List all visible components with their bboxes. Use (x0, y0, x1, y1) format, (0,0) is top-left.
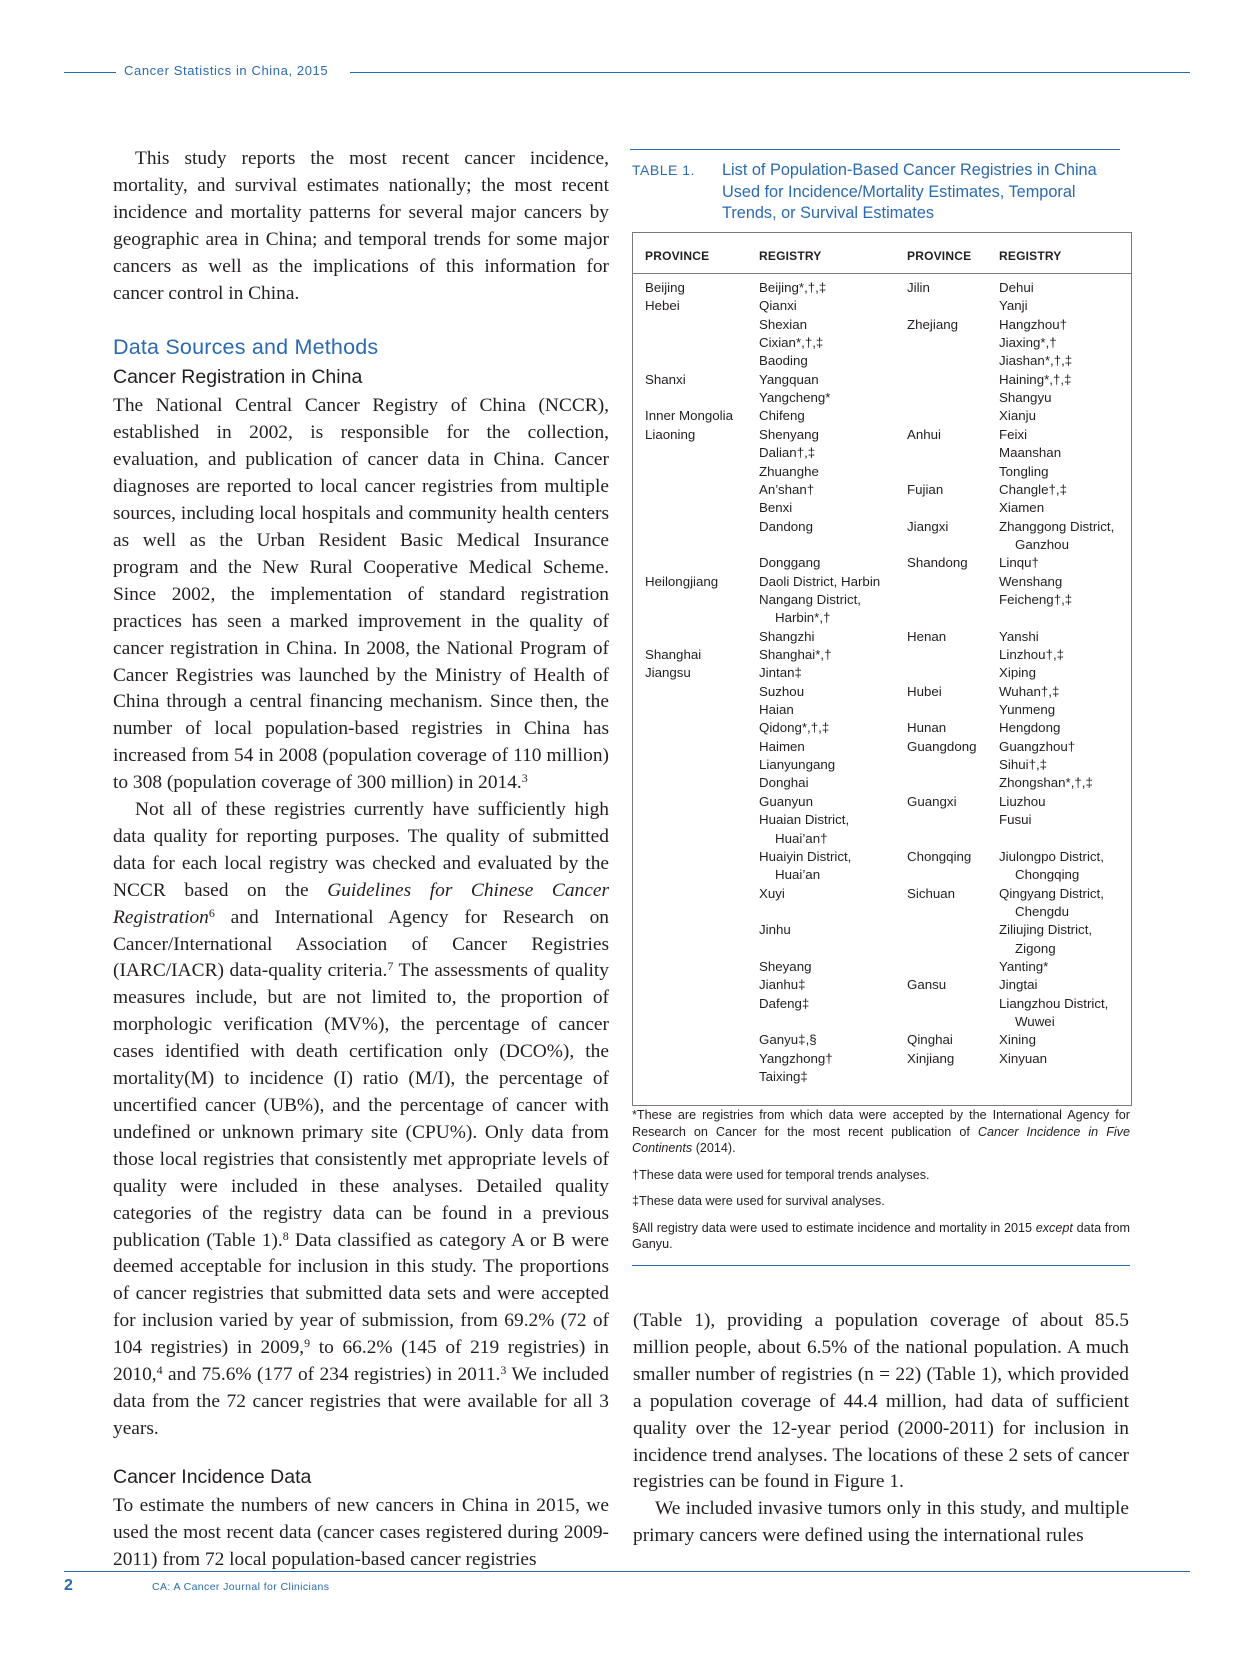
quality-paragraph: Not all of these registries currently have sufficiently high data quality for reporting purposes. The quality of submitted data for each local registry was checked and evaluated by the NCCR based on the Guidelines for Chinese Cancer Registration$^6$ and International Agency for Research on Cancer/International Association of Cancer Registries (IARC/IACR) data-quality criteria.$^7$ The assessments of quality measures include, but are not limited to, the proportion of morphologic verification (MV%), the percentage of cancer cases identified with death certification only (DCO%), the mortality(M) to incidence (I) ratio (M/I), the percentage of uncertified cancer (UB%), and the percentage of cancer with undefined or unknown primary site (CPU%). Only data from those local registries that consistently met appropriate levels of quality were included in these analyses. Detailed quality categories of the registry data can be found in a previous publication (Table 1).$^8$ Data classified as category A or B were deemed acceptable for inclusion in this study. The proportions of cancer registries that submitted data sets and were accepted for inclusion varied by year of submission, from 69.2% (72 of 104 registries) in 2009,$^9$ to 66.2% (145 of 219 registries) in 2010,$^4$ and 75.6% (177 of 234 registries) in 2011.$^3$ We included data from the 72 cancer registries that were available for all 3 years. (113, 799, 609, 1439)
province-cell: Qinghai (907, 1032, 953, 1048)
registry-cell: Qidong*,†,‡ (759, 720, 830, 736)
table-header-rule (633, 273, 1131, 274)
province-cell: Shanxi (645, 371, 686, 387)
registry-cell: Jingtai (999, 977, 1038, 993)
registry-cell: Shangyu (999, 390, 1052, 406)
registry-cell: Yangzhong† (759, 1050, 833, 1066)
registry-cell: Chengdu (1015, 903, 1069, 919)
registry-cell: Linqu† (999, 555, 1039, 571)
registry-cell: Yanting* (999, 958, 1049, 974)
province-cell: Hebei (645, 298, 680, 314)
footnote-section: §All registry data were used to estimate incidence and mortality in 2015 except data from Ganyu. (632, 1220, 1130, 1251)
registry-cell: Benxi (759, 500, 793, 516)
registry-cell: Maanshan (999, 445, 1062, 461)
ref-sup: 9 (304, 1336, 311, 1351)
registry-cell: Liangzhou District, (999, 995, 1109, 1011)
footnote-asterisk: *These are registries from which data were accepted by the International Agency for Research on Cancer for the most recent publication of Cancer Incidence in Five Continents (2014). (632, 1108, 1130, 1155)
registry-cell: Xiping (999, 665, 1036, 681)
province-cell: Zhejiang (907, 316, 959, 332)
registry-cell: Donggang (759, 555, 821, 571)
registry-cell: Xianju (999, 408, 1036, 424)
registry-cell: Xinyuan (999, 1050, 1048, 1066)
registry-cell: Jiulongpo District, (999, 848, 1104, 864)
registry-cell: Cixian*,†,‡ (759, 335, 824, 351)
province-cell: Xinjiang (907, 1050, 955, 1066)
province-cell: Beijing (645, 280, 685, 295)
province-cell: Chongqing (907, 848, 972, 864)
registry-cell: Sihui†,‡ (999, 757, 1048, 773)
table-top-rule (630, 149, 1120, 150)
province-cell: Jiangxi (907, 518, 949, 534)
footnote-double-dagger: ‡These data were used for survival analyses. (632, 1194, 885, 1208)
registry-cell: Jianhu‡ (759, 977, 806, 993)
registry-cell: Yunmeng (999, 702, 1056, 718)
registry-cell: Guanyun (759, 793, 813, 809)
registry-cell: Ganyu‡,§ (759, 1032, 817, 1048)
province-cell: Heilongjiang (645, 573, 719, 589)
registry-cell: Qianxi (759, 298, 797, 314)
table-label: TABLE 1. (632, 162, 695, 178)
header-registry-1: REGISTRY (759, 249, 822, 263)
registry-cell: Jiaxing*,† (999, 335, 1057, 351)
right-column (633, 1308, 1129, 1550)
registration-paragraph: The National Central Cancer Registry of China (NCCR), established in 2002, is responsible for the collection, evaluation, and publication of cancer data in China. Cancer diagnoses are reported to local cancer registries from multiple sources, including local hospitals and community health centers as well as the Urban Resident Basic Medical Insurance program and the New Rural Cooperative Medical Scheme. Since 2002, the implementation of standard registration practices has seen a marked improvement in the quality of cancer registration in China. In 2008, the National Program of Cancer Registries was launched by the Ministry of Health of China through a central financing mechanism. Since then, the number of local population-based registries in China has increased from 54 in 2008 (population coverage of 110 million) to 308 (population coverage of 300 million) in 2014.$^3$ (113, 395, 609, 794)
registry-cell: Xining (999, 1032, 1036, 1048)
registry-cell: Hangzhou† (999, 316, 1068, 332)
registry-cell: Suzhou (759, 683, 805, 699)
registry-cell: Chifeng (759, 408, 805, 424)
registry-cell: Dafeng‡ (759, 995, 810, 1011)
registry-cell: Zhanggong District, (999, 518, 1115, 534)
registry-cell: Hengdong (999, 720, 1061, 736)
ref-sup: 4 (156, 1363, 163, 1378)
registry-cell: Huai’an (775, 867, 821, 883)
registry-cell: Beijing*,†,‡ (759, 280, 827, 295)
left-column (113, 146, 609, 1574)
registry-cell: Chongqing (1015, 867, 1080, 883)
registry-cell: Tongling (999, 463, 1049, 479)
running-title: Cancer Statistics in China, 2015 (124, 63, 329, 78)
guidelines-title: Guidelines for Chinese Cancer Registration (113, 879, 609, 928)
registry-cell: Jiashan*,†,‡ (999, 353, 1073, 369)
registry-cell: Liuzhou (999, 793, 1046, 809)
registry-cell: Shangzhi (759, 628, 815, 644)
footer-rule (64, 1571, 1190, 1572)
registry-cell: Ziliujing District, (999, 922, 1093, 938)
province-cell: Jiangsu (645, 665, 691, 681)
province-cell: Liaoning (645, 426, 696, 442)
registry-cell: Sheyang (759, 958, 812, 974)
province-cell: Inner Mongolia (645, 408, 733, 424)
ref-sup: 8 (282, 1228, 289, 1243)
registry-cell: Qingyang District, (999, 885, 1104, 901)
registry-cell: Huaiyin District, (759, 848, 852, 864)
registry-cell: Ganzhou (1015, 536, 1069, 552)
registry-cell: Haining*,†,‡ (999, 371, 1072, 387)
registry-cell: Yangquan (759, 371, 819, 387)
registry-cell: Yanshi (999, 628, 1039, 644)
subsection-title-registration: Cancer Registration in China (113, 366, 363, 389)
registry-cell: Linzhou†,‡ (999, 647, 1065, 662)
ref-sup: 7 (387, 959, 394, 974)
registry-cell: Zhongshan*,†,‡ (999, 775, 1093, 791)
registry-cell: Dalian†,‡ (759, 445, 816, 461)
registry-cell: Jinhu (759, 922, 791, 938)
province-cell: Hunan (907, 720, 947, 736)
registry-cell: Donghai (759, 775, 809, 791)
province-cell: Gansu (907, 977, 947, 993)
registry-table (632, 232, 1132, 1106)
registry-cell: Baoding (759, 353, 808, 369)
registry-cell: Shanghai*,† (759, 647, 832, 662)
coverage-paragraph: (Table 1), providing a population coverage of about 85.5 million people, about 6.5% of the national population. A much smaller number of registries (n = 22) (Table 1), which provided a population coverage of 44.4 million, had data of sufficient quality over the 12-year period (2000-2011) for inclusion in incidence trend analyses. The locations of these 2 sets of cancer registries can be found in Figure 1. (633, 1310, 1129, 1493)
registry-cell: Harbin*,† (775, 610, 831, 626)
registry-cell: Shexian (759, 316, 808, 332)
province-cell: Anhui (907, 426, 942, 442)
registry-cell: Shenyang (759, 426, 819, 442)
section-title: Data Sources and Methods (113, 335, 379, 360)
ref-sup: 3 (500, 1363, 507, 1378)
intro-paragraph: This study reports the most recent cancer incidence, mortality, and survival estimates nationally; the most recent incidence and mortality patterns for several major cancers by geographic area in China; and temporal trends for some major cancers as well as the implications of this information for cancer control in China. (113, 148, 609, 304)
header-province-1: PROVINCE (645, 249, 710, 263)
ref-sup: 3 (521, 771, 528, 786)
header-province-2: PROVINCE (907, 249, 972, 263)
registry-cell: Yangcheng* (759, 390, 831, 406)
registry-cell: Zhuanghe (759, 463, 819, 479)
table-bottom-rule (632, 1265, 1130, 1266)
registry-cell: Lianyungang (759, 757, 836, 773)
registry-cell: Wuwei (1015, 1014, 1055, 1029)
registry-cell: Huaian District, (759, 812, 850, 828)
registry-cell: Huai’an† (775, 830, 828, 846)
registry-cell: Wenshang (999, 573, 1063, 589)
registry-cell: Wuhan†,‡ (999, 683, 1060, 699)
header-rule-right (350, 72, 1190, 73)
province-cell: Henan (907, 628, 947, 644)
tumor-paragraph: We included invasive tumors only in this study, and multiple primary cancers were defined using the international rules (633, 1498, 1129, 1547)
registry-cell: An’shan† (759, 481, 815, 497)
registry-cell: Dehui (999, 280, 1034, 295)
footnote-dagger: †These data were used for temporal trends analyses. (632, 1167, 930, 1182)
incidence-paragraph: To estimate the numbers of new cancers in China in 2015, we used the most recent data (cancer cases registered during 2009-2011) from 72 local population-based cancer registries (113, 1494, 609, 1570)
province-cell: Guangxi (907, 793, 957, 809)
province-cell: Guangdong (907, 738, 977, 754)
header-registry-2: REGISTRY (999, 249, 1062, 263)
registry-cell: Yanji (999, 298, 1028, 314)
registry-cell: Haian (759, 702, 794, 718)
header-rule-left (64, 72, 116, 73)
registry-cell: Xuyi (759, 885, 785, 901)
ref-sup: 6 (208, 905, 215, 920)
registry-cell: Haimen (759, 738, 805, 754)
province-cell: Shanghai (645, 647, 702, 662)
registry-cell: Guangzhou† (999, 738, 1076, 754)
province-cell: Shandong (907, 555, 968, 571)
registry-cell: Nangang District, (759, 591, 861, 607)
table-footnotes (632, 1107, 1130, 1263)
province-cell: Sichuan (907, 885, 956, 901)
registry-cell: Feixi (999, 426, 1028, 442)
province-cell: Fujian (907, 481, 944, 497)
registry-cell: Taixing‡ (759, 1069, 808, 1085)
registry-cell: Changle†,‡ (999, 481, 1068, 497)
registry-cell: Xiamen (999, 500, 1045, 516)
running-header (0, 60, 1256, 84)
registry-cell: Jintan‡ (759, 665, 802, 681)
registry-cell: Dandong (759, 518, 813, 534)
registry-cell: Fusui (999, 812, 1032, 828)
registry-cell: Feicheng†,‡ (999, 591, 1073, 607)
table-caption-text: List of Population-Based Cancer Registries in China Used for Incidence/Mortality Estimates, Temporal Trends, or Survival Estimates (722, 161, 1097, 222)
province-cell: Jilin (907, 280, 930, 295)
journal-name: CA: A Cancer Journal for Clinicians (152, 1581, 330, 1593)
registry-cell: Zigong (1015, 940, 1056, 956)
registry-cell: Daoli District, Harbin (759, 573, 881, 589)
subsection-title-incidence: Cancer Incidence Data (113, 1465, 312, 1488)
province-cell: Hubei (907, 683, 942, 699)
page-number: 2 (64, 1577, 73, 1594)
